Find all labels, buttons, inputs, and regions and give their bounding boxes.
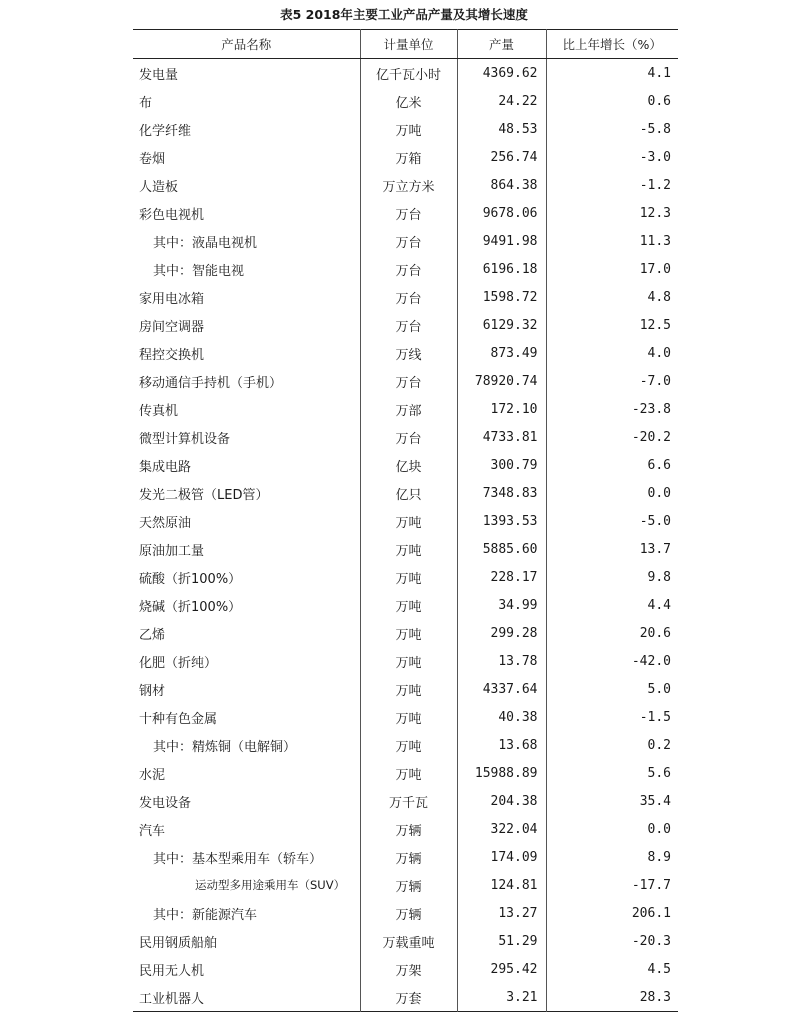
product-name-cell: 集成电路 <box>133 451 360 479</box>
table-header <box>133 30 678 59</box>
product-name-cell: 烧碱（折100%） <box>133 591 360 619</box>
table-row <box>133 395 678 423</box>
growth-cell: 0.2 <box>647 737 671 753</box>
table-row <box>133 843 678 871</box>
growth-cell: 9.8 <box>647 569 671 585</box>
growth-cell: -5.0 <box>639 513 671 529</box>
table-title: 表5 2018年主要工业产品产量及其增长速度 <box>280 7 528 22</box>
output-cell: 1598.72 <box>457 283 546 311</box>
output-cell: 4369.62 <box>457 59 546 88</box>
output-cell: 6196.18 <box>457 255 546 283</box>
growth-cell: 5.0 <box>647 681 671 697</box>
output-cell: 174.09 <box>457 843 546 871</box>
unit-cell: 万部 <box>360 395 457 423</box>
industrial-output-table <box>133 29 678 1012</box>
growth-cell: -20.2 <box>631 429 671 445</box>
output-cell: 24.22 <box>457 87 546 115</box>
product-name-cell: 人造板 <box>133 171 360 199</box>
table-row <box>133 507 678 535</box>
unit-cell: 万吨 <box>360 703 457 731</box>
unit-cell: 万辆 <box>360 871 457 899</box>
product-name-cell: 水泥 <box>133 759 360 787</box>
output-cell: 873.49 <box>457 339 546 367</box>
unit-cell: 亿只 <box>360 479 457 507</box>
output-cell: 48.53 <box>457 115 546 143</box>
table-row <box>133 227 678 255</box>
table-row <box>133 311 678 339</box>
unit-cell: 万吨 <box>360 759 457 787</box>
header-unit: 计量单位 <box>360 30 457 59</box>
growth-cell: -20.3 <box>631 933 671 949</box>
unit-cell: 万吨 <box>360 731 457 759</box>
table-row <box>133 143 678 171</box>
output-cell: 228.17 <box>457 563 546 591</box>
output-cell: 295.42 <box>457 955 546 983</box>
table-row <box>133 899 678 927</box>
unit-cell: 万吨 <box>360 675 457 703</box>
product-name-cell: 民用无人机 <box>133 955 360 983</box>
unit-cell: 万吨 <box>360 591 457 619</box>
unit-cell: 万千瓦 <box>360 787 457 815</box>
product-name-cell: 其中：液晶电视机 <box>133 227 360 255</box>
output-cell: 40.38 <box>457 703 546 731</box>
growth-cell: 6.6 <box>647 457 671 473</box>
table-row <box>133 647 678 675</box>
output-cell: 204.38 <box>457 787 546 815</box>
header-output: 产量 <box>457 30 546 59</box>
growth-cell: -1.2 <box>639 177 671 193</box>
output-cell: 172.10 <box>457 395 546 423</box>
growth-cell: 4.0 <box>647 345 671 361</box>
product-name-cell: 乙烯 <box>133 619 360 647</box>
unit-cell: 万辆 <box>360 843 457 871</box>
unit-cell: 万台 <box>360 227 457 255</box>
output-cell: 3.21 <box>457 983 546 1012</box>
table-row <box>133 983 678 1012</box>
table-row <box>133 255 678 283</box>
table-row <box>133 871 678 899</box>
product-name-cell: 运动型多用途乘用车（SUV） <box>133 871 360 899</box>
output-cell: 9678.06 <box>457 199 546 227</box>
growth-cell: 17.0 <box>639 261 671 277</box>
unit-cell: 万吨 <box>360 647 457 675</box>
growth-cell: 4.5 <box>647 961 671 977</box>
growth-cell: 206.1 <box>631 905 671 921</box>
product-name-cell: 其中：基本型乘用车（轿车） <box>133 843 360 871</box>
unit-cell: 万台 <box>360 423 457 451</box>
table-row <box>133 675 678 703</box>
table-row <box>133 199 678 227</box>
output-cell: 7348.83 <box>457 479 546 507</box>
growth-cell: 11.3 <box>639 233 671 249</box>
output-cell: 300.79 <box>457 451 546 479</box>
product-name-cell: 原油加工量 <box>133 535 360 563</box>
product-name-cell: 房间空调器 <box>133 311 360 339</box>
output-cell: 864.38 <box>457 171 546 199</box>
product-name-cell: 卷烟 <box>133 143 360 171</box>
output-cell: 13.27 <box>457 899 546 927</box>
output-cell: 5885.60 <box>457 535 546 563</box>
table-row <box>133 115 678 143</box>
unit-cell: 万吨 <box>360 619 457 647</box>
unit-cell: 万立方米 <box>360 171 457 199</box>
growth-cell: 4.4 <box>647 597 671 613</box>
unit-cell: 万台 <box>360 283 457 311</box>
unit-cell: 万架 <box>360 955 457 983</box>
product-name-cell: 微型计算机设备 <box>133 423 360 451</box>
unit-cell: 亿块 <box>360 451 457 479</box>
table-row <box>133 535 678 563</box>
table-row <box>133 619 678 647</box>
table-row <box>133 591 678 619</box>
growth-cell: -42.0 <box>631 653 671 669</box>
growth-cell: -3.0 <box>639 149 671 165</box>
growth-cell: 12.5 <box>639 317 671 333</box>
header-product-name: 产品名称 <box>133 30 360 59</box>
product-name-cell: 移动通信手持机（手机） <box>133 367 360 395</box>
unit-cell: 万吨 <box>360 507 457 535</box>
product-name-cell: 其中：新能源汽车 <box>133 899 360 927</box>
output-cell: 13.68 <box>457 731 546 759</box>
table-row <box>133 563 678 591</box>
table-row <box>133 927 678 955</box>
growth-cell: -23.8 <box>631 401 671 417</box>
growth-cell: 0.0 <box>647 821 671 837</box>
unit-cell: 万线 <box>360 339 457 367</box>
table-row <box>133 367 678 395</box>
header-row <box>133 30 678 59</box>
table-row <box>133 339 678 367</box>
table-row <box>133 479 678 507</box>
output-cell: 256.74 <box>457 143 546 171</box>
growth-cell: 13.7 <box>639 541 671 557</box>
product-name-cell: 化肥（折纯） <box>133 647 360 675</box>
growth-cell: 8.9 <box>647 849 671 865</box>
table-row <box>133 423 678 451</box>
output-cell: 4733.81 <box>457 423 546 451</box>
product-name-cell: 化学纤维 <box>133 115 360 143</box>
table-row <box>133 171 678 199</box>
growth-cell: 28.3 <box>639 989 671 1005</box>
product-name-cell: 十种有色金属 <box>133 703 360 731</box>
output-cell: 9491.98 <box>457 227 546 255</box>
product-name-cell: 发光二极管（LED管） <box>133 479 360 507</box>
growth-cell: 0.6 <box>647 93 671 109</box>
output-cell: 15988.89 <box>457 759 546 787</box>
unit-cell: 万台 <box>360 255 457 283</box>
growth-cell: 12.3 <box>639 205 671 221</box>
output-cell: 4337.64 <box>457 675 546 703</box>
unit-cell: 亿千瓦小时 <box>360 59 457 88</box>
unit-cell: 万载重吨 <box>360 927 457 955</box>
output-cell: 6129.32 <box>457 311 546 339</box>
table-row <box>133 815 678 843</box>
output-cell: 124.81 <box>457 871 546 899</box>
unit-cell: 万吨 <box>360 535 457 563</box>
unit-cell: 亿米 <box>360 87 457 115</box>
unit-cell: 万台 <box>360 199 457 227</box>
product-name-cell: 其中：智能电视 <box>133 255 360 283</box>
output-cell: 322.04 <box>457 815 546 843</box>
table-row <box>133 787 678 815</box>
product-name-cell: 民用钢质船舶 <box>133 927 360 955</box>
product-name-cell: 硫酸（折100%） <box>133 563 360 591</box>
product-name-cell: 传真机 <box>133 395 360 423</box>
header-growth: 比上年增长（%） <box>546 30 678 59</box>
table-row <box>133 87 678 115</box>
unit-cell: 万辆 <box>360 899 457 927</box>
product-name-cell: 彩色电视机 <box>133 199 360 227</box>
growth-cell: 20.6 <box>639 625 671 641</box>
product-name-cell: 钢材 <box>133 675 360 703</box>
growth-cell: 5.6 <box>647 765 671 781</box>
product-name-cell: 其中：精炼铜（电解铜） <box>133 731 360 759</box>
product-name-cell: 天然原油 <box>133 507 360 535</box>
growth-cell: -1.5 <box>639 709 671 725</box>
output-cell: 78920.74 <box>457 367 546 395</box>
table-row <box>133 59 678 88</box>
product-name-cell: 汽车 <box>133 815 360 843</box>
growth-cell: 0.0 <box>647 485 671 501</box>
table-body <box>133 59 678 1012</box>
product-name-cell: 发电量 <box>133 59 360 88</box>
growth-cell: -17.7 <box>631 877 671 893</box>
product-name-cell: 工业机器人 <box>133 983 360 1012</box>
table-row <box>133 283 678 311</box>
output-cell: 51.29 <box>457 927 546 955</box>
output-cell: 13.78 <box>457 647 546 675</box>
product-name-cell: 程控交换机 <box>133 339 360 367</box>
unit-cell: 万吨 <box>360 563 457 591</box>
product-name-cell: 家用电冰箱 <box>133 283 360 311</box>
growth-cell: 35.4 <box>639 793 671 809</box>
table-row <box>133 703 678 731</box>
table-row <box>133 759 678 787</box>
output-cell: 299.28 <box>457 619 546 647</box>
product-name-cell: 布 <box>133 87 360 115</box>
unit-cell: 万套 <box>360 983 457 1012</box>
growth-cell: 4.1 <box>647 65 671 81</box>
output-cell: 34.99 <box>457 591 546 619</box>
unit-cell: 万吨 <box>360 115 457 143</box>
output-cell: 1393.53 <box>457 507 546 535</box>
unit-cell: 万台 <box>360 367 457 395</box>
unit-cell: 万箱 <box>360 143 457 171</box>
growth-cell: 4.8 <box>647 289 671 305</box>
growth-cell: -5.8 <box>639 121 671 137</box>
unit-cell: 万台 <box>360 311 457 339</box>
product-name-cell: 发电设备 <box>133 787 360 815</box>
unit-cell: 万辆 <box>360 815 457 843</box>
table-row <box>133 955 678 983</box>
growth-cell: -7.0 <box>639 373 671 389</box>
table-row <box>133 731 678 759</box>
table-row <box>133 451 678 479</box>
